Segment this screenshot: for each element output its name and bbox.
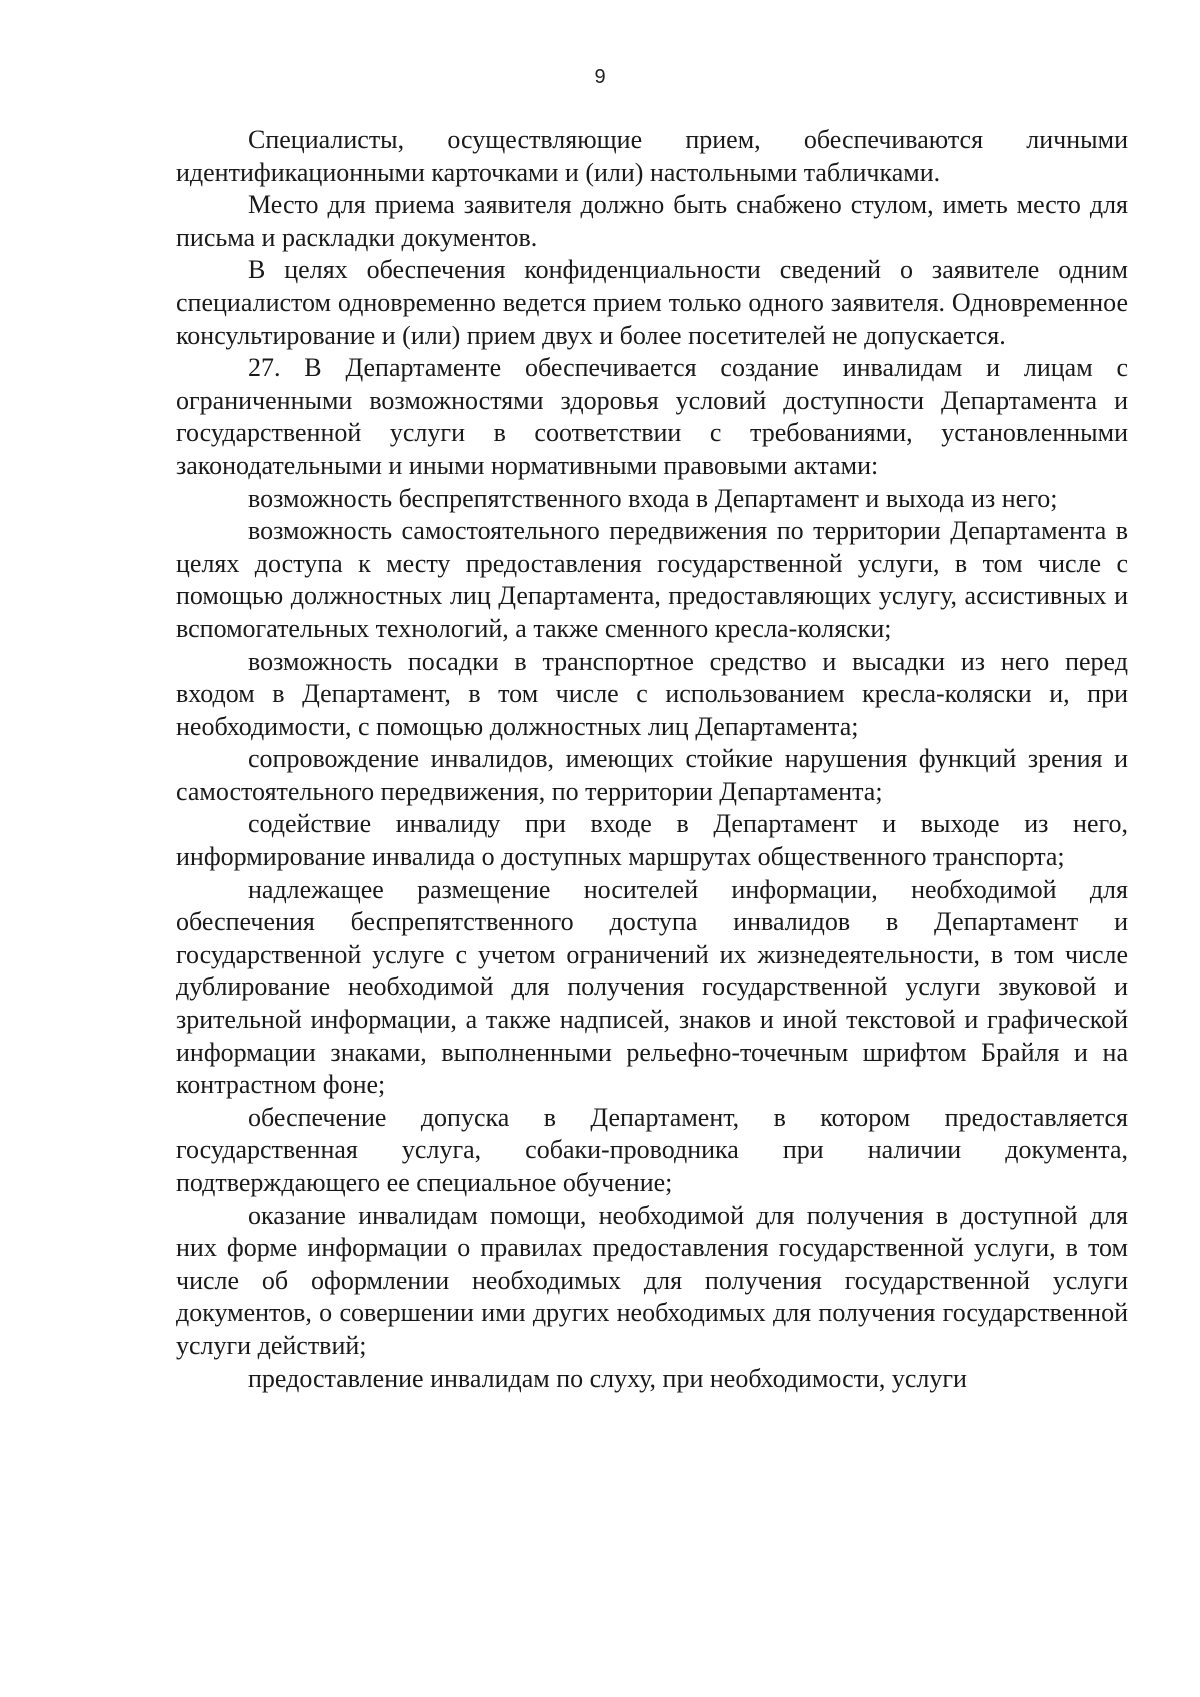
paragraph: надлежащее размещение носителей информации, необходимой для обеспечения беспрепятственного доступа инвалидов в Департамент и государственной услуге с учетом ограничений их жизнедеятельности, в том числе дублирование необходимой для получения государственной услуги звуковой и зрительной информации, а также надписей, знаков и иной текстовой и графической информации знаками, выполненными рельефно-точечным шрифтом Брайля и на контрастном фоне; — [176, 874, 1128, 1100]
paragraph: оказание инвалидам помощи, необходимой для получения в доступной для них форме информации о правилах предоставления государственной услуги, в том числе об оформлении необходимых для получения государственной услуги документов, о совершении ими других необходимых для получения государственной услуги действий; — [176, 1200, 1128, 1360]
paragraph: предоставление инвалидам по слуху, при необходимости, услуги — [248, 1363, 967, 1393]
paragraph: возможность беспрепятственного входа в Департамент и выхода из него; — [248, 483, 1058, 513]
paragraph: обеспечение допуска в Департамент, в котором предоставляется государственная услуга, собаки-проводника при наличии документа, подтверждающего ее специальное обучение; — [176, 1102, 1128, 1197]
paragraph: возможность самостоятельного передвижения по территории Департамента в целях доступа к месту предоставления государственной услуги, в том числе с помощью должностных лиц Департамента, предоставляющих услугу, ассистивных и вспомогательных технологий, а также сменного кресла-коляски; — [176, 516, 1128, 643]
paragraph: Место для приема заявителя должно быть снабжено стулом, иметь место для письма и раскладки документов. — [176, 190, 1128, 252]
paragraph: 27. В Департаменте обеспечивается создание инвалидам и лицам с ограниченными возможностями здоровья условий доступности Департамента и государственной услуги в соответствии с требованиями, установленными законодательными и иными нормативными правовыми актами: — [176, 353, 1128, 480]
paragraph: Специалисты, осуществляющие прием, обеспечиваются личными идентификационными карточками и (или) настольными табличками. — [176, 125, 1128, 187]
paragraph: возможность посадки в транспортное средство и высадки из него перед входом в Департамент, в том числе с использованием кресла-коляски и, при необходимости, с помощью должностных лиц Департамента; — [176, 646, 1128, 741]
paragraph: сопровождение инвалидов, имеющих стойкие нарушения функций зрения и самостоятельного передвижения, по территории Департамента; — [176, 744, 1128, 806]
page-number: 9 — [594, 66, 606, 88]
body-text — [176, 124, 1128, 1395]
paragraph: содействие инвалиду при входе в Департамент и выходе из него, информирование инвалида о доступных маршрутах общественного транспорта; — [176, 809, 1128, 872]
paragraph: В целях обеспечения конфиденциальности сведений о заявителе одним специалистом одновременно ведется прием только одного заявителя. Одновременное консультирование и (или) прием двух и более посетителей не допускается. — [176, 255, 1128, 350]
